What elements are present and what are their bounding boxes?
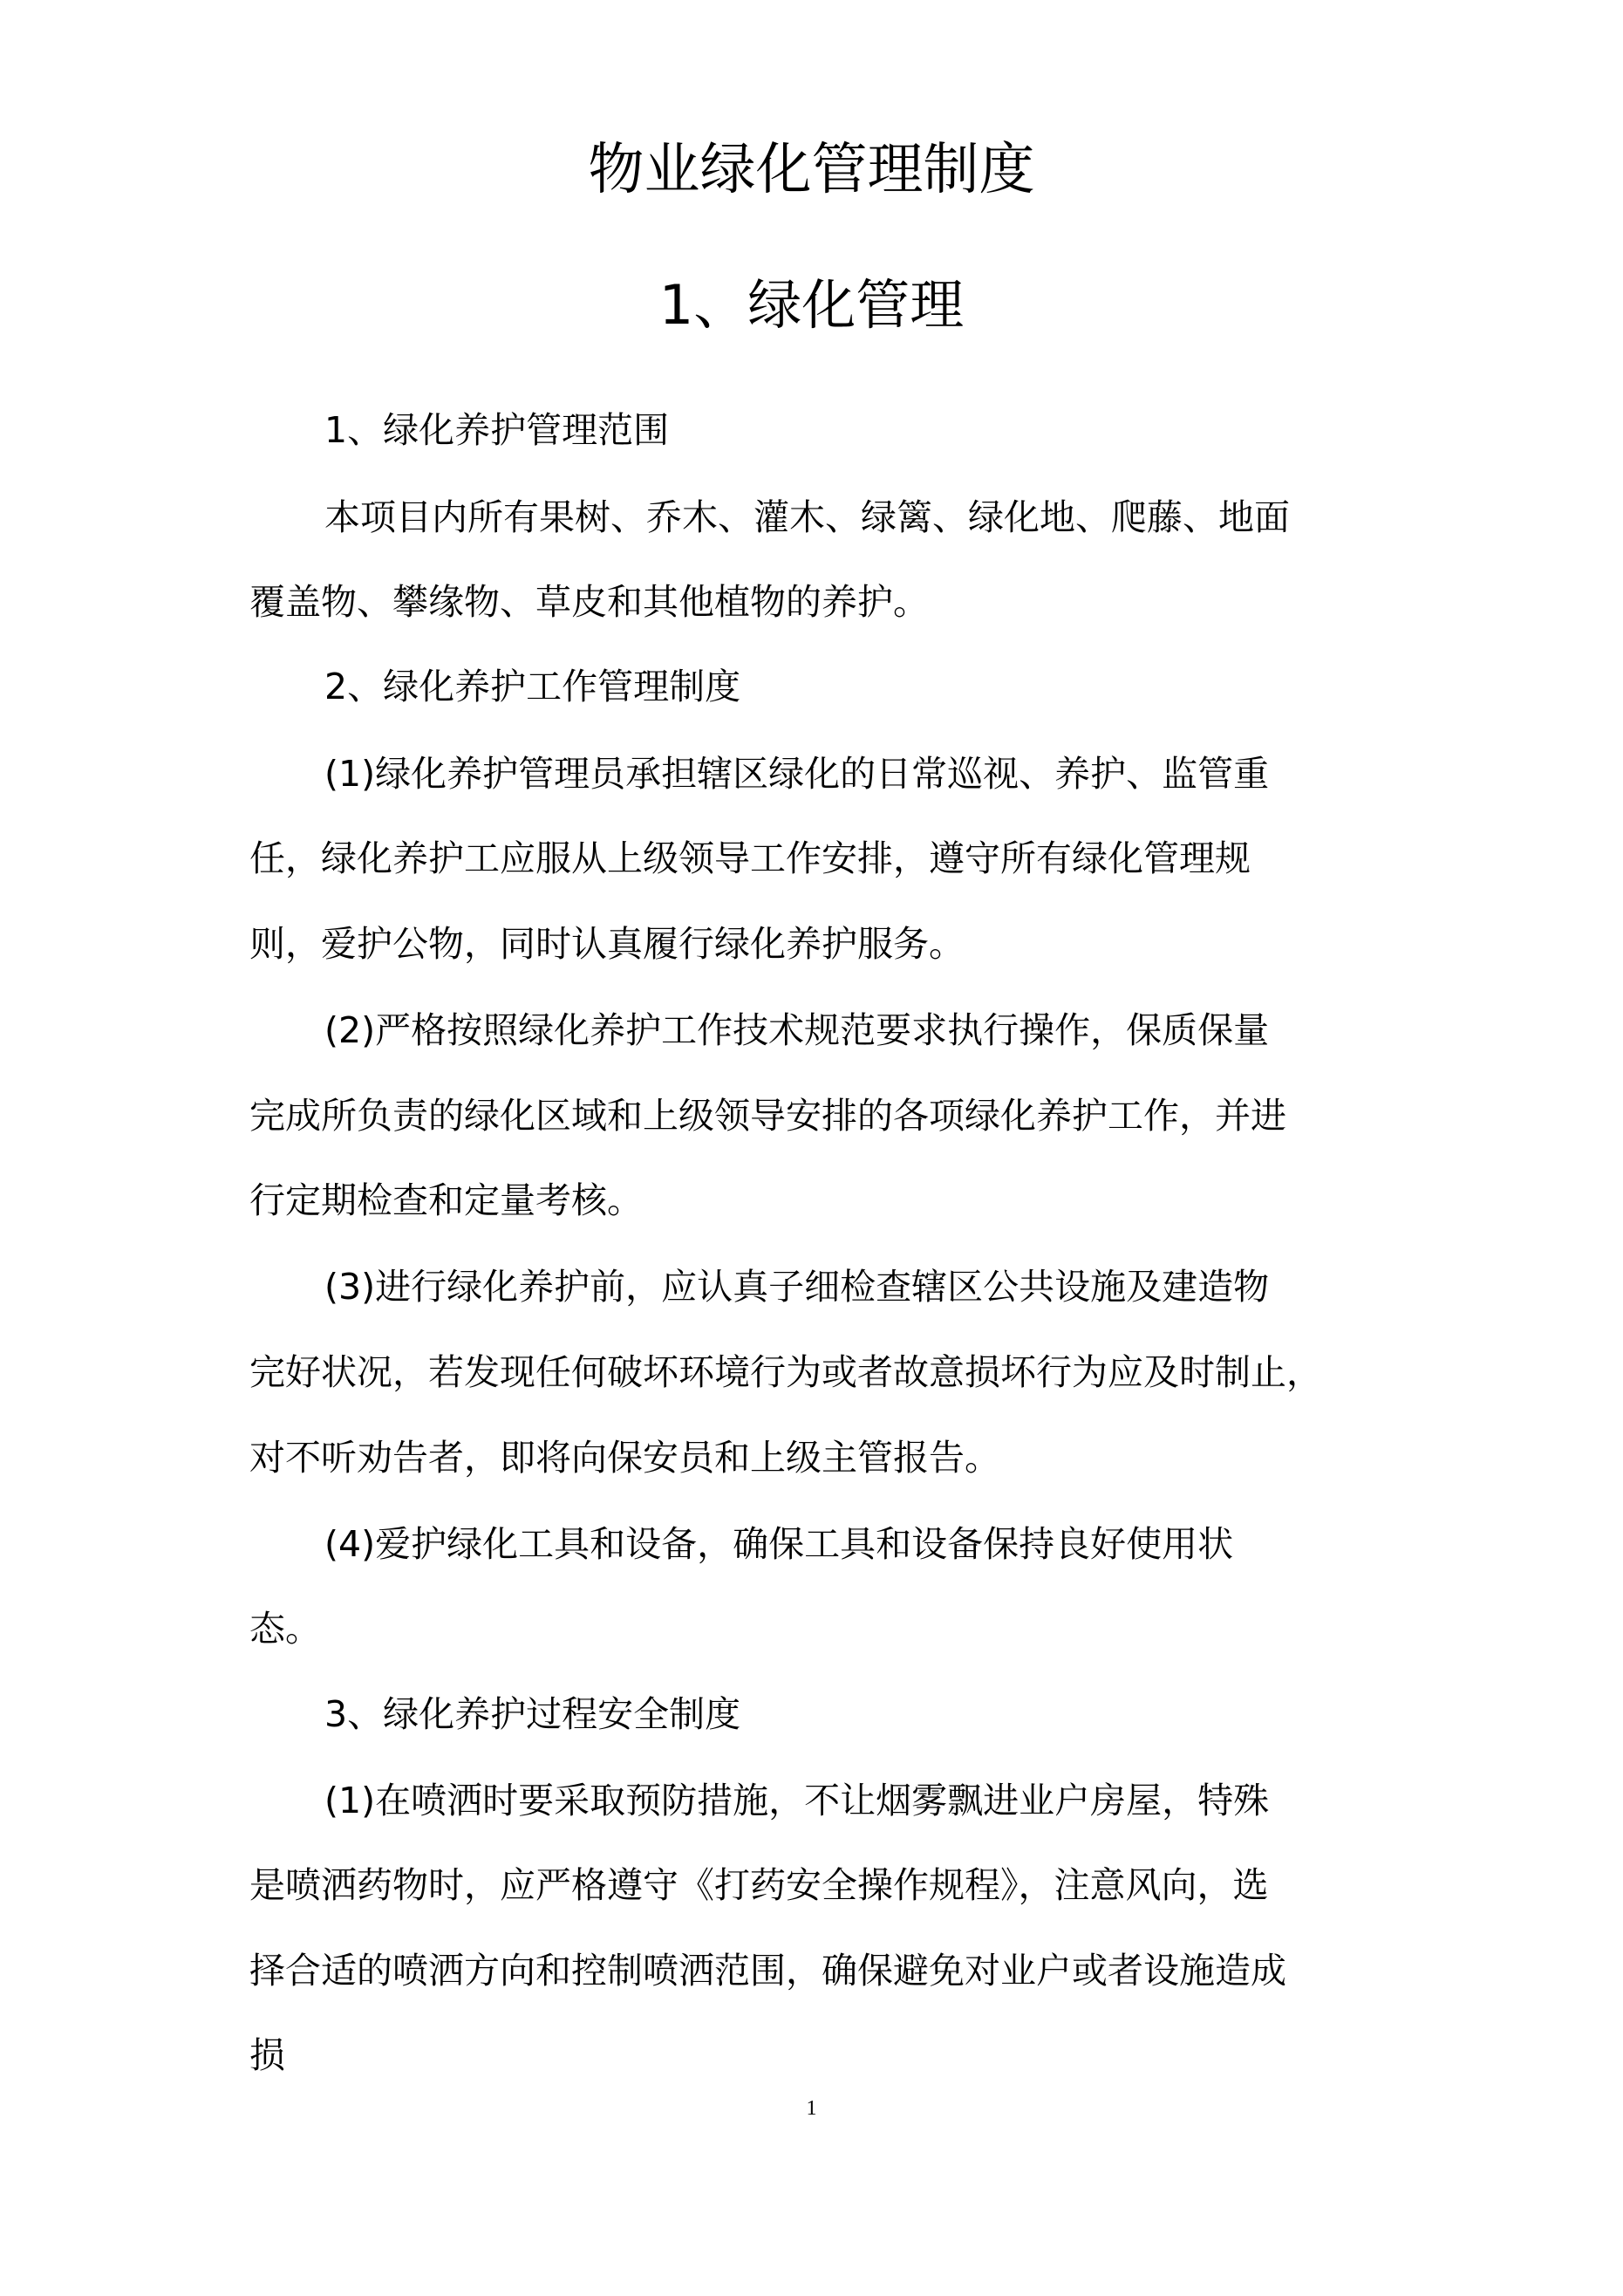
paragraph-line: 是喷洒药物时，应严格遵守《打药安全操作规程》，注意风向，选 [249, 1864, 1269, 1906]
paragraph-line: (1)绿化养护管理员承担辖区绿化的日常巡视、养护、监管重 [324, 753, 1270, 795]
paragraph-line: (1)在喷洒时要采取预防措施，不让烟雾飘进业户房屋，特殊 [324, 1780, 1270, 1821]
paragraph-line: 态。 [249, 1608, 321, 1650]
paragraph-line: 完好状况，若发现任何破坏环境行为或者故意损坏行为应及时制止， [249, 1351, 1322, 1393]
paragraph-line: 行定期检查和定量考核。 [249, 1179, 643, 1221]
paragraph-line: 损 [249, 2034, 285, 2076]
paragraph-line: 择合适的喷洒方向和控制喷洒范围，确保避免对业户或者设施造成 [249, 1950, 1286, 1992]
paragraph-line: 完成所负责的绿化区域和上级领导安排的各项绿化养护工作，并进 [249, 1095, 1286, 1137]
paragraph-line: 对不听劝告者，即将向保安员和上级主管报告。 [249, 1437, 1000, 1479]
page-title: 物业绿化管理制度 [588, 138, 1035, 202]
subsection-heading: 3、绿化养护过程安全制度 [324, 1693, 741, 1735]
subsection-heading: 1、绿化养护管理范围 [324, 409, 670, 451]
section-heading: 1、绿化管理 [658, 273, 965, 337]
paragraph-line: 任，绿化养护工应服从上级领导工作安排，遵守所有绿化管理规 [249, 837, 1251, 879]
paragraph-line: (3)进行绿化养护前，应认真子细检查辖区公共设施及建造物 [324, 1266, 1270, 1308]
paragraph-line: (2)严格按照绿化养护工作技术规范要求执行操作，保质保量 [324, 1009, 1270, 1051]
paragraph-line: 覆盖物、攀缘物、草皮和其他植物的养护。 [249, 581, 929, 623]
page-number: 1 [806, 2097, 817, 2120]
paragraph-line: 则，爱护公物，同时认真履行绿化养护服务。 [249, 923, 965, 965]
paragraph-line: 本项目内所有果树、乔木、灌木、绿篱、绿化地、爬藤、地面 [324, 496, 1290, 538]
paragraph-line: (4)爱护绿化工具和设备，确保工具和设备保持良好使用状 [324, 1523, 1234, 1565]
subsection-heading: 2、绿化养护工作管理制度 [324, 666, 741, 707]
